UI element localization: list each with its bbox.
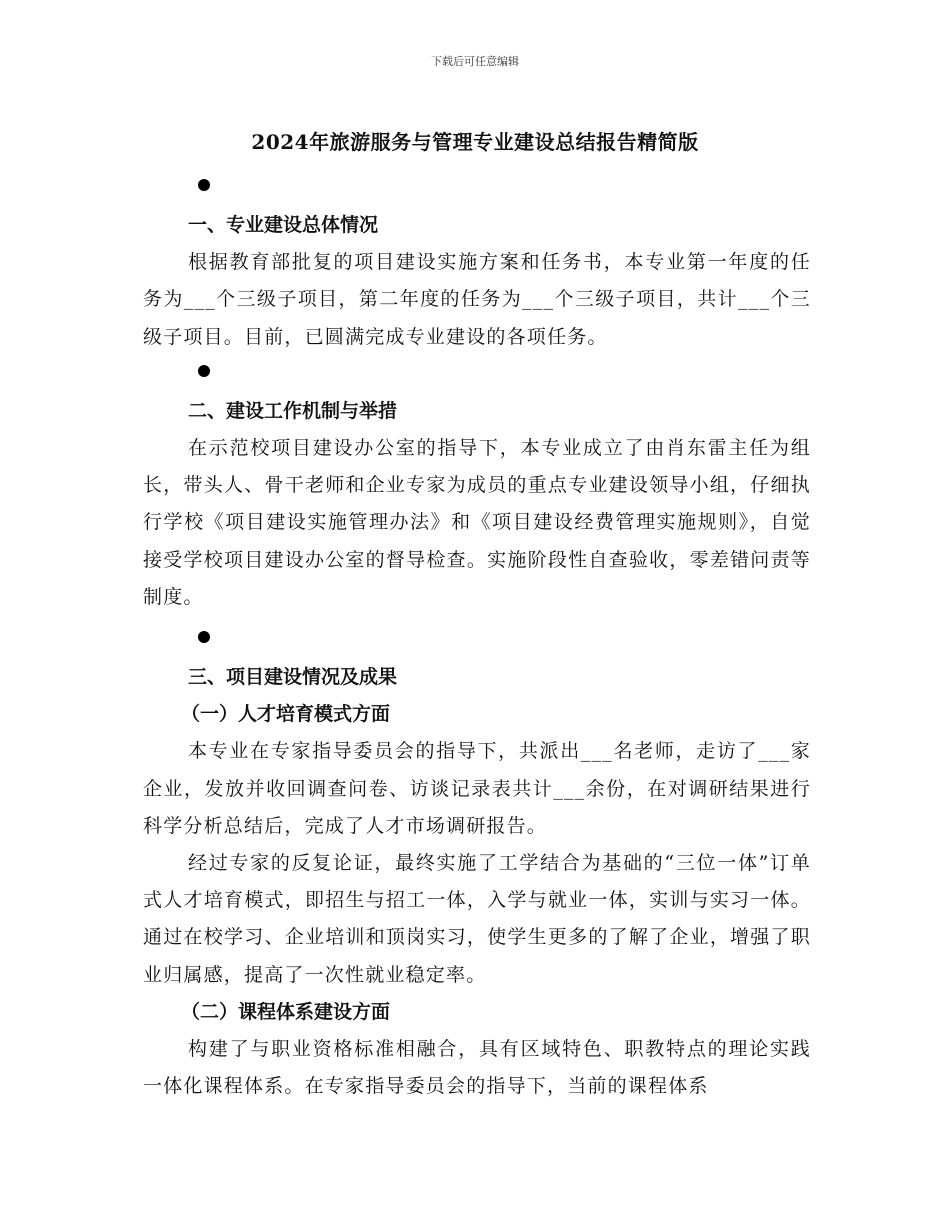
- page-header: 下载后可任意编辑: [431, 55, 519, 68]
- subsection-heading: （二）课程体系建设方面: [181, 1000, 391, 1023]
- document-title: 2024年旅游服务与管理专业建设总结报告精简版: [251, 130, 699, 154]
- paragraph: 经过专家的反复论证，最终实施了工学结合为基础的“三位一体”订单式人才培育模式，即招生与招工一体，入学与就业一体，实训与实习一体。通过在校学习、企业培训和顶岗实习，使学生更多的了解了企业，增强了职业归属感，提高了一次性就业稳定率。: [143, 852, 811, 986]
- paragraph: 本专业在专家指导委员会的指导下，共派出___名老师，走访了___家企业，发放并收回调查问卷、访谈记录表共计___余份，在对调研结果进行科学分析总结后，完成了人才市场调研报告。: [143, 740, 811, 837]
- section-heading: 二、建设工作机制与举措: [188, 399, 398, 422]
- paragraph: 构建了与职业资格标准相融合，具有区域特色、职教特点的理论实践一体化课程体系。在专家指导委员会的指导下，当前的课程体系: [143, 1038, 811, 1098]
- section-heading: 三、项目建设情况及成果: [188, 666, 398, 689]
- subsection-heading: （一）人才培育模式方面: [181, 703, 391, 726]
- paragraph: 在示范校项目建设办公室的指导下，本专业成立了由肖东雷主任为组长，带头人、骨干老师和企业专家为成员的重点专业建设领导小组，仔细执行学校《项目建设实施管理办法》和《项目建设经费管理实施规则》，自觉接受学校项目建设办公室的督导检查。实施阶段性自查验收，零差错问责等制度。: [143, 437, 811, 608]
- bullet-icon: [198, 365, 210, 377]
- paragraph: 根据教育部批复的项目建设实施方案和任务书，本专业第一年度的任务为___个三级子项目，第二年度的任务为___个三级子项目，共计___个三级子项目。目前，已圆满完成专业建设的各项任务。: [143, 251, 811, 348]
- section-heading: 一、专业建设总体情况: [188, 214, 379, 236]
- bullet-icon: [198, 631, 210, 643]
- document-body: [143, 170, 811, 1105]
- bullet-icon: [198, 179, 210, 191]
